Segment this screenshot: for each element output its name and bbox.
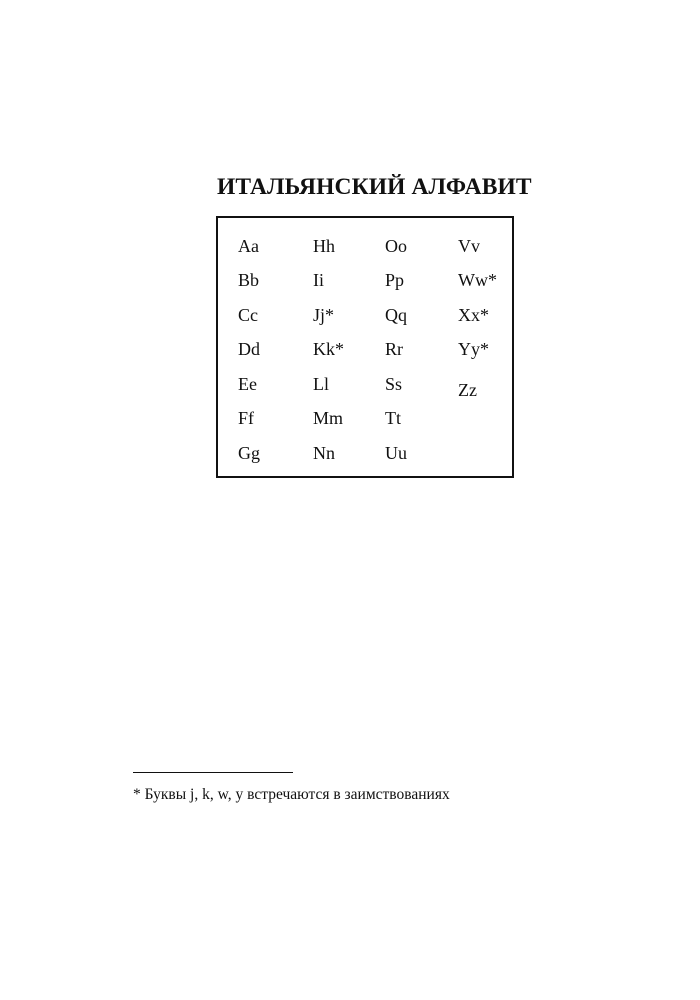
- letter-cell: Xx*: [458, 305, 489, 325]
- letter-cell: Ss: [385, 374, 403, 394]
- footnote-divider: [133, 772, 293, 773]
- letter-cell: Yy*: [458, 339, 489, 359]
- letter-cell: Hh: [313, 236, 335, 256]
- letter-cell: Kk*: [313, 339, 344, 359]
- letter-cell: Pp: [385, 270, 405, 290]
- letter-cell: Jj*: [313, 305, 335, 325]
- letter-cell: Vv: [458, 236, 480, 256]
- letter-cell: Ff: [238, 408, 255, 428]
- letter-cell: Uu: [385, 443, 407, 463]
- letter-cell: Zz: [458, 380, 477, 400]
- letter-cell: Rr: [385, 339, 403, 359]
- letter-cell: Ll: [313, 374, 329, 394]
- letter-cell: Ii: [313, 270, 324, 290]
- letter-cell: Cc: [238, 305, 258, 325]
- footnote: * Буквы j, k, w, y встречаются в заимствованиях: [133, 786, 450, 803]
- letter-cell: Nn: [313, 443, 335, 463]
- letter-cell: Bb: [238, 270, 260, 290]
- letter-cell: Ee: [238, 374, 257, 394]
- letter-cell: Tt: [385, 408, 401, 428]
- letter-cell: Aa: [238, 236, 259, 256]
- letter-cell: Dd: [238, 339, 260, 359]
- page-title: ИТАЛЬЯНСКИЙ АЛФАВИТ: [217, 174, 532, 200]
- letter-cell: Oo: [385, 236, 407, 256]
- letter-cell: Gg: [238, 443, 260, 463]
- alphabet-table: [216, 216, 514, 478]
- letter-cell: Ww*: [458, 270, 497, 290]
- letter-cell: Qq: [385, 305, 407, 325]
- letter-cell: Mm: [313, 408, 344, 428]
